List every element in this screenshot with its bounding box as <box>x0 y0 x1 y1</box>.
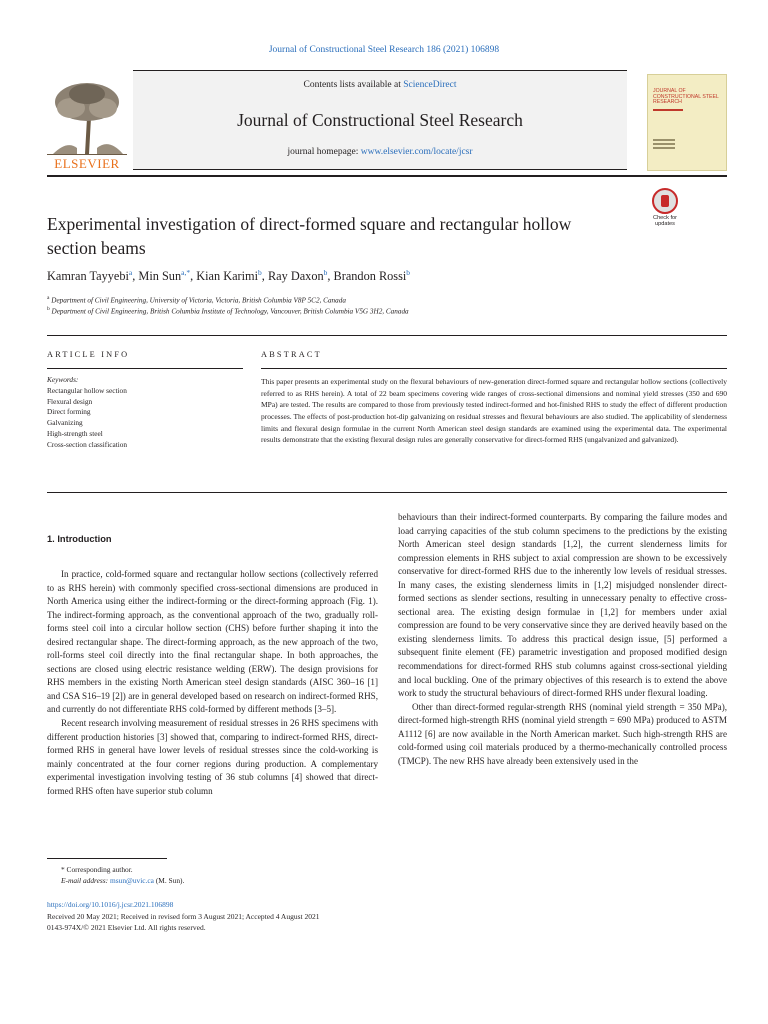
email-line <box>47 875 184 886</box>
author-name[interactable]: Brandon Rossi <box>333 269 407 284</box>
email-link[interactable]: msun@uvic.ca <box>110 876 154 886</box>
contents-line <box>133 80 627 90</box>
homepage-line <box>133 147 627 157</box>
elsevier-tree-icon <box>47 78 127 156</box>
author-name[interactable]: Min Sun <box>138 269 182 284</box>
paragraph: Recent research involving measurement of residual stresses in 26 RHS specimens with different production histories [3] showed that, comparing to indirect-formed RHS, direct-formed RHS in general have lower levels of residual stresses since the cold-working is mainly concentrated at the four corner regions during production. A complementary experimental investigation involving testing of 36 stub columns [4] showed that direct-formed RHS often have superior stub column <box>47 718 378 796</box>
author-affil-sup[interactable]: b <box>323 268 328 277</box>
author-affil-sup[interactable]: a,* <box>181 268 191 277</box>
journal-citation[interactable]: Journal of Constructional Steel Research 186 (2021) 106898 <box>268 45 500 55</box>
footnote <box>47 864 184 887</box>
right-column <box>398 511 727 768</box>
keyword: Cross-section classification <box>47 439 128 449</box>
article-info-rule <box>47 368 243 369</box>
article-meta <box>47 899 319 934</box>
abstract-heading: ABSTRACT <box>261 350 322 359</box>
elsevier-logo[interactable] <box>47 78 127 170</box>
keywords-label: Keywords: <box>47 375 79 384</box>
author-affil-sup[interactable]: b <box>406 268 411 277</box>
keyword: Rectangular hollow section <box>47 385 127 395</box>
section-rule <box>47 335 727 336</box>
introduction-heading: 1. Introduction <box>47 534 112 544</box>
contents-prefix: Contents lists available at <box>303 80 404 90</box>
article-info-heading: ARTICLE INFO <box>47 350 130 359</box>
affiliations <box>47 295 409 317</box>
cover-lines <box>653 139 721 149</box>
cover-divider <box>653 109 683 111</box>
abstract-rule <box>261 368 727 369</box>
cover-title: JOURNAL OF CONSTRUCTIONAL STEEL RESEARCH <box>653 88 719 106</box>
journal-cover-thumbnail[interactable] <box>647 74 727 171</box>
author-affil-sup[interactable]: b <box>258 268 262 277</box>
affiliation: $^a$ Department of Civil Engineering, University of Victoria, Victoria, British Columbia V8P 5C2, Canada <box>47 295 346 305</box>
check-for-updates-badge[interactable] <box>647 188 683 230</box>
author-name[interactable]: Ray Daxon <box>267 269 324 284</box>
homepage-prefix: journal homepage: <box>287 147 361 157</box>
corresponding-author-note: * Corresponding author. <box>61 865 133 874</box>
abstract-text: This paper presents an experimental study on the flexural behaviours of new-generation direct-formed square and rectangular hollow sections (collectively referred to as RHS herein). A total of 22 beam specimens covering wide ranges of cross-sectional dimensions and nominal yield stresses (350 and 690 MPa) are tested. The results are compared to those from previously tested indirect-formed and hot-finished RHS to study the effect of different production processes. The effects of post-production hot-dip galvanizing on residual stresses and flexural behaviours are also studied. The applicability of slenderness limits and flexural design formulae in the current North American steel design standards are examined using the experimental data. The experimental results demonstrate that the existing flexural design rules are generally conservative for direct-formed RHS (ungalvanized and galvanized). <box>261 377 727 445</box>
masthead <box>47 70 727 170</box>
author-affil-sup[interactable]: a <box>128 268 133 277</box>
copyright: 0143-974X/© 2021 Elsevier Ltd. All rights reserved. <box>47 923 206 933</box>
keyword: High-strength steel <box>47 428 103 438</box>
journal-title: Journal of Constructional Steel Research <box>237 110 523 130</box>
keyword: Direct forming <box>47 407 91 417</box>
header-rule <box>47 175 727 177</box>
doi-link[interactable]: https://doi.org/10.1016/j.jcsr.2021.106898 <box>47 900 174 909</box>
journal-header-box <box>133 70 627 170</box>
paragraph: Other than direct-formed regular-strength RHS (nominal yield strength = 350 MPa), direct-formed high-strength RHS (nominal yield strength = 690 MPa) produced to ASTM A1112 [6] are now available in the North American market. Such high-strength RHS are cold-formed using coil materials produced by a thermo-mechanically controlled process (TMCP). The new RHS have already been extensively used in the <box>398 701 727 766</box>
footnote-rule <box>47 858 167 859</box>
received-dates: Received 20 May 2021; Received in revised form 3 August 2021; Accepted 4 August 2021 <box>47 911 320 921</box>
body-rule <box>47 492 727 493</box>
author-name[interactable]: Kamran Tayyebi <box>47 269 129 284</box>
homepage-link[interactable]: www.elsevier.com/locate/jcsr <box>360 147 473 157</box>
keyword: Galvanizing <box>47 418 83 428</box>
paragraph: In practice, cold-formed square and rectangular hollow sections (collectively referred to as RHS herein) with commonly specified cross-sectional dimensions are produced in North America using either the indirect-forming or the direct-forming approach (Fig. 1). The indirect-forming approach, as the conventional approach of the two, gradually roll-forms steel coil into a circular hollow section (CHS) before further shaping it into the desired rectangular shape. The direct-forming approach, as the new approach of the two, roll-forms steel coil directly into the final rectangular shape. In both approaches, the sections are closed using electric resistance welding (ERW). The design provisions for RHS members in the existing North American steel design standards (AISC 360–16 [1] and CSA S16–19 [2]) are in general developed based on research on indirect-formed RHS, and currently do not differentiate RHS cold-formed by different methods [3–5]. <box>47 569 378 715</box>
keywords-block <box>47 375 127 451</box>
check-for-updates-label: Check for updates <box>653 215 677 228</box>
sciencedirect-link[interactable]: ScienceDirect <box>403 80 457 90</box>
keyword: Flexural design <box>47 396 93 406</box>
publisher-name: ELSEVIER <box>54 156 120 171</box>
email-label: E-mail address: <box>61 876 110 886</box>
author-name[interactable]: Kian Karimi <box>196 269 259 284</box>
email-suffix: (M. Sun). <box>153 876 185 886</box>
author-list: Kamran Tayyebi$^a$, Min Sun$^{a,*}$, Kian Karimi$^b$, Ray Daxon$^b$, Brandon Rossi$^b$ <box>47 268 411 284</box>
affiliation: $^b$ Department of Civil Engineering, British Columbia Institute of Technology, Vancouver, British Columbia V5G 3H2, Canada <box>47 305 409 316</box>
paragraph: behaviours than their indirect-formed counterparts. By comparing the failure modes and load carrying capacities of the stub column specimens to the predictions by the existing North American steel design standards [1,2], the current slenderness limits for compression elements in RHS subject to axial compression are shown to be excessively conservative for direct-formed RHS due to the inherently low levels of residual stresses. In many cases, the existing slenderness limits in [1,2] misjudged nonslender direct-formed sections as slender sections, resulting in unnecessary penalty to effective cross-sectional area. The existing design formulae in [1,2] for members under axial compression are found to be very conservative since they are derived heavily based on the existing slenderness limits. To address this practical design issue, [5] performed a subsequent finite element (FE) parametric investigation and proposed modified design recommendations for direct-formed RHS stub columns against cross-sectional yielding and local buckling. One of the primary objectives of this research is to extend the above work to study the structural behaviours of direct-formed RHS under flexural loading. <box>398 512 727 699</box>
check-for-updates-icon <box>652 188 678 214</box>
article-title: Experimental investigation of direct-formed square and rectangular hollow section beams <box>47 214 572 258</box>
left-column <box>47 568 378 798</box>
